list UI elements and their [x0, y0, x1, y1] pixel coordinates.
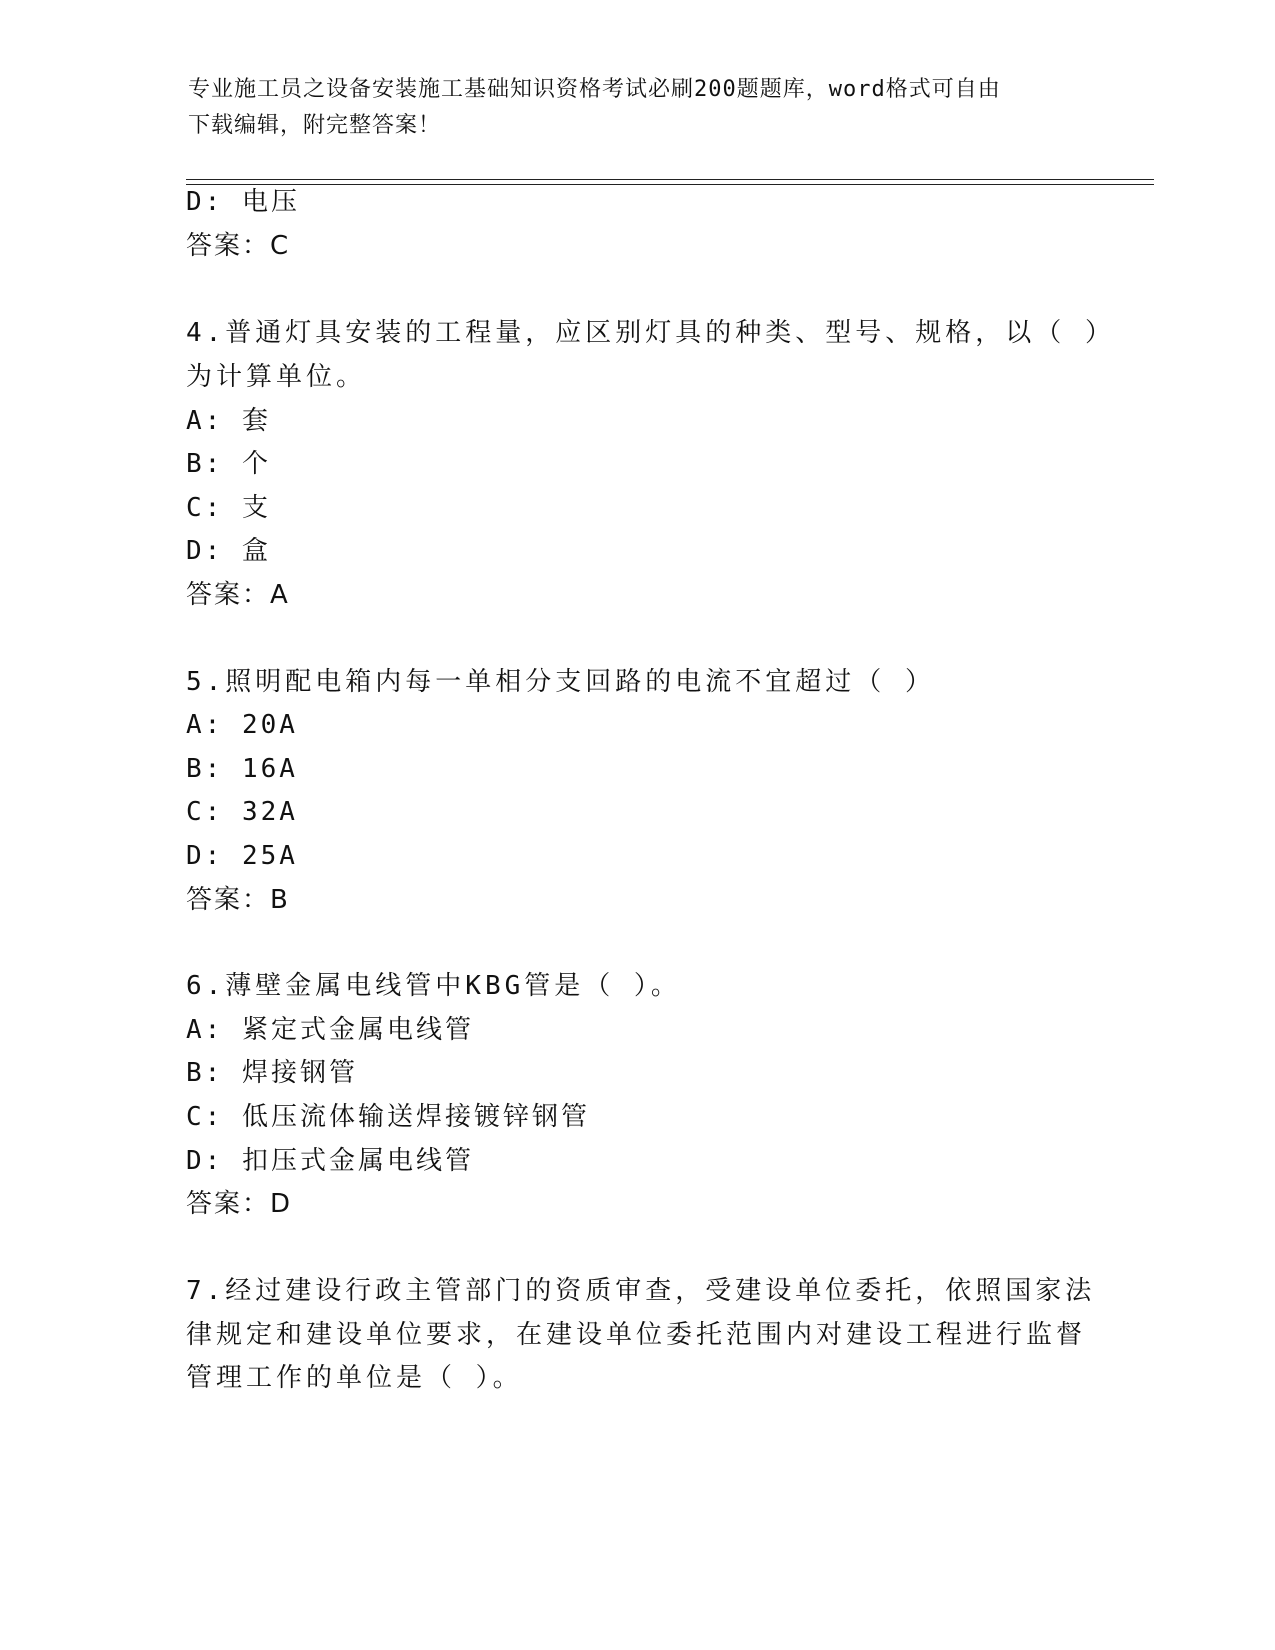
q5-answer: 答案：B [186, 885, 290, 915]
q6-option-c: C: 低压流体输送焊接镀锌钢管 [186, 1102, 590, 1132]
q4-option-a: A: 套 [186, 406, 271, 436]
q5-option-c: C: 32A [186, 797, 298, 827]
q5-option-a: A: 20A [186, 710, 298, 740]
q4-stem-line-1: 4.普通灯具安装的工程量，应区别灯具的种类、型号、规格，以（ ） [186, 318, 1115, 348]
q5-stem: 5.照明配电箱内每一单相分支回路的电流不宜超过（ ） [186, 667, 935, 697]
header-line-2: 下载编辑，附完整答案！ [188, 113, 442, 138]
q6-answer: 答案：D [186, 1189, 293, 1219]
header-line-1: 专业施工员之设备安装施工基础知识资格考试必刷200题题库，word格式可自由 [188, 77, 1001, 102]
q4-option-c: C: 支 [186, 493, 271, 523]
document-header [188, 72, 1068, 144]
q7-stem-line-3: 管理工作的单位是（ ）。 [186, 1363, 523, 1393]
q4-option-b: B: 个 [186, 449, 271, 479]
q7-stem-line-2: 律规定和建设单位要求，在建设单位委托范围内对建设工程进行监督 [186, 1320, 1087, 1350]
q5-option-d: D: 25A [186, 841, 298, 871]
q5-option-b: B: 16A [186, 754, 298, 784]
q4-answer: 答案：A [186, 580, 290, 610]
q3-answer: 答案：C [186, 231, 291, 261]
q6-option-a: A: 紧定式金属电线管 [186, 1015, 474, 1045]
q3-option-d: D: 电压 [186, 187, 300, 217]
q7-stem-line-1: 7.经过建设行政主管部门的资质审查，受建设单位委托，依照国家法 [186, 1276, 1096, 1306]
q6-option-b: B: 焊接钢管 [186, 1058, 358, 1088]
q4-stem-line-2: 为计算单位。 [186, 362, 367, 392]
q4-option-d: D: 盒 [186, 536, 271, 566]
header-divider-top [186, 179, 1154, 180]
header-divider-bottom [186, 184, 1154, 185]
q6-option-d: D: 扣压式金属电线管 [186, 1146, 474, 1176]
q6-stem: 6.薄壁金属电线管中KBG管是（ ）。 [186, 971, 681, 1001]
